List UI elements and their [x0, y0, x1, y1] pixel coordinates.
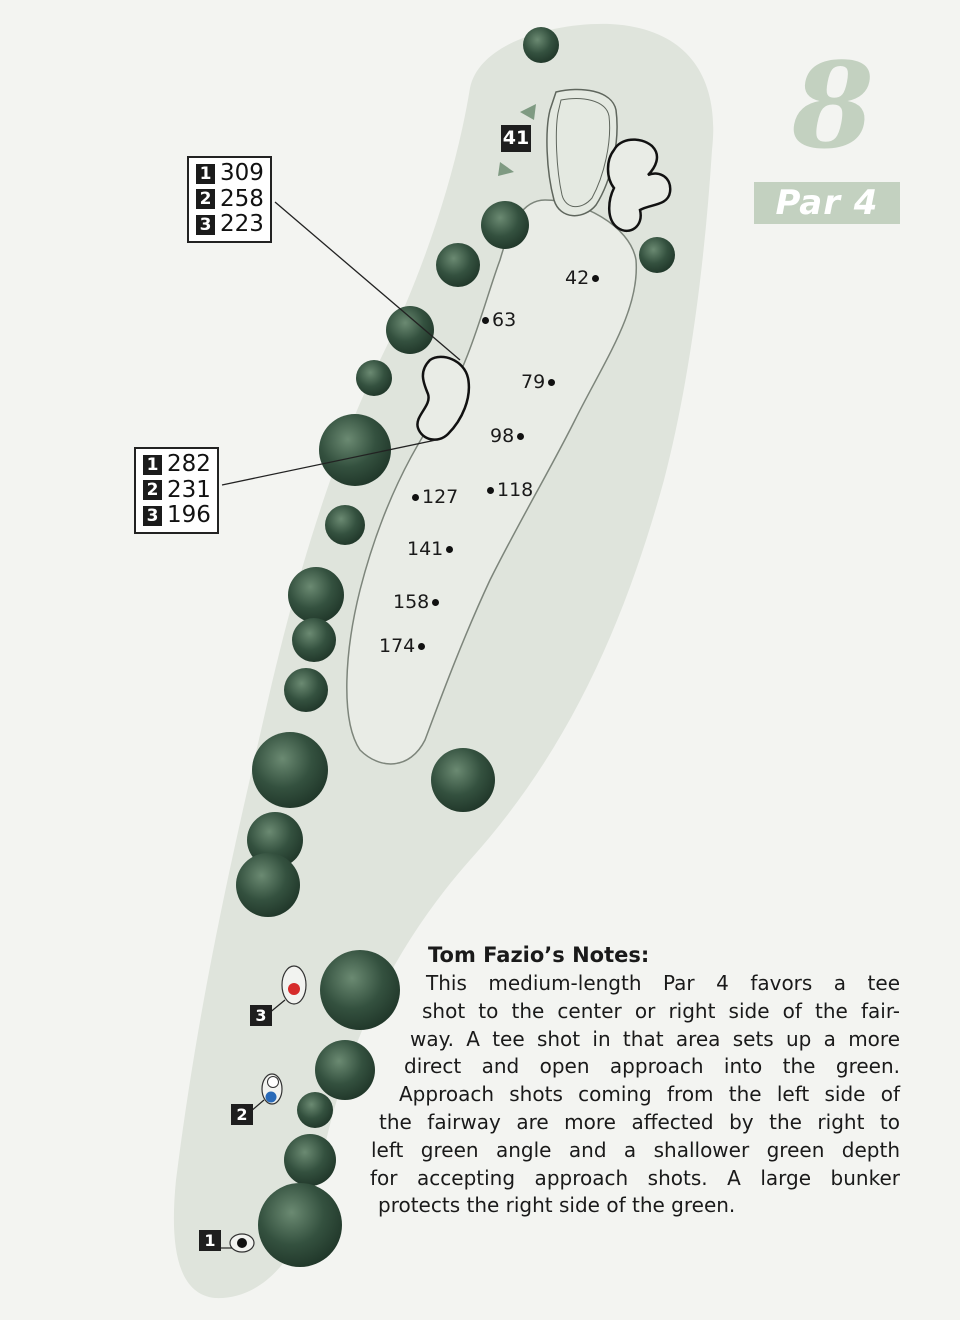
notes-line: This medium-length Par 4 favors a tee	[426, 971, 900, 995]
yardage-row	[196, 161, 264, 187]
yardage-marker: 79	[521, 371, 558, 393]
tee-label-3: 3	[250, 1005, 272, 1026]
par-badge: Par 4	[754, 182, 900, 224]
yardage-row	[143, 452, 211, 478]
notes-line: for accepting approach shots. A large bunker	[370, 1165, 900, 1190]
tree	[523, 27, 559, 63]
yardage-row	[196, 187, 264, 213]
yardage-value: 282	[167, 451, 211, 478]
tee-number: 3	[143, 506, 162, 526]
tree	[431, 748, 495, 812]
yardage-callout-lower	[134, 447, 219, 534]
tree	[386, 306, 434, 354]
tee-number: 3	[196, 215, 215, 235]
tee-number: 2	[143, 480, 162, 500]
tree	[284, 668, 328, 712]
tree	[356, 360, 392, 396]
yardage-marker: 98	[490, 425, 527, 447]
tee-label-1: 1	[199, 1230, 221, 1251]
tee-marker-red	[288, 983, 300, 995]
notes-title: Tom Fazio’s Notes:	[428, 943, 650, 967]
tree	[319, 414, 391, 486]
notes-line: the fairway are more affected by the right to	[379, 1109, 900, 1134]
yardage-marker: 158	[393, 591, 442, 613]
tree	[292, 618, 336, 662]
tree	[284, 1134, 336, 1186]
tree	[258, 1183, 342, 1267]
tree	[481, 201, 529, 249]
tee-label-2: 2	[231, 1104, 253, 1125]
notes-line: direct and open approach into the green.	[404, 1054, 900, 1079]
yardage-value: 223	[220, 211, 264, 238]
yardage-marker: 174	[379, 635, 428, 657]
tree	[252, 732, 328, 808]
tee-marker-blue	[266, 1092, 277, 1103]
tree	[297, 1092, 333, 1128]
tree	[325, 505, 365, 545]
notes-line: left green angle and a shallower green depth	[371, 1137, 900, 1162]
yardage-row	[196, 212, 264, 238]
tree	[639, 237, 675, 273]
tee-number: 1	[143, 455, 162, 475]
designer-notes	[370, 940, 900, 1220]
yardage-row	[143, 478, 211, 504]
tree	[236, 853, 300, 917]
yardage-marker: 63	[479, 309, 516, 331]
tee-marker-black	[237, 1238, 247, 1248]
yardage-callout-upper	[187, 156, 272, 243]
tree	[315, 1040, 375, 1100]
notes-line: Approach shots coming from the left side of	[399, 1082, 900, 1107]
tee-number: 1	[196, 164, 215, 184]
notes-line: way. A tee shot in that area sets up a more	[410, 1026, 900, 1051]
tee-number: 2	[196, 189, 215, 209]
tree	[288, 567, 344, 623]
yardage-value: 309	[220, 160, 264, 187]
yardage-marker: 118	[484, 479, 533, 501]
yardage-value: 258	[220, 185, 264, 212]
notes-line: shot to the center or right side of the fair-	[422, 998, 900, 1023]
hole-number: 8	[791, 36, 875, 175]
yardage-marker: 42	[565, 267, 602, 289]
tee-marker-white	[268, 1077, 279, 1088]
yardage-value: 196	[167, 502, 211, 529]
yardage-marker: 127	[409, 486, 458, 508]
notes-line: protects the right side of the green.	[378, 1193, 736, 1218]
yardage-row	[143, 503, 211, 529]
yardage-value: 231	[167, 476, 211, 503]
green-depth-label: 41	[501, 125, 531, 152]
yardage-marker: 141	[407, 538, 456, 560]
tree	[436, 243, 480, 287]
